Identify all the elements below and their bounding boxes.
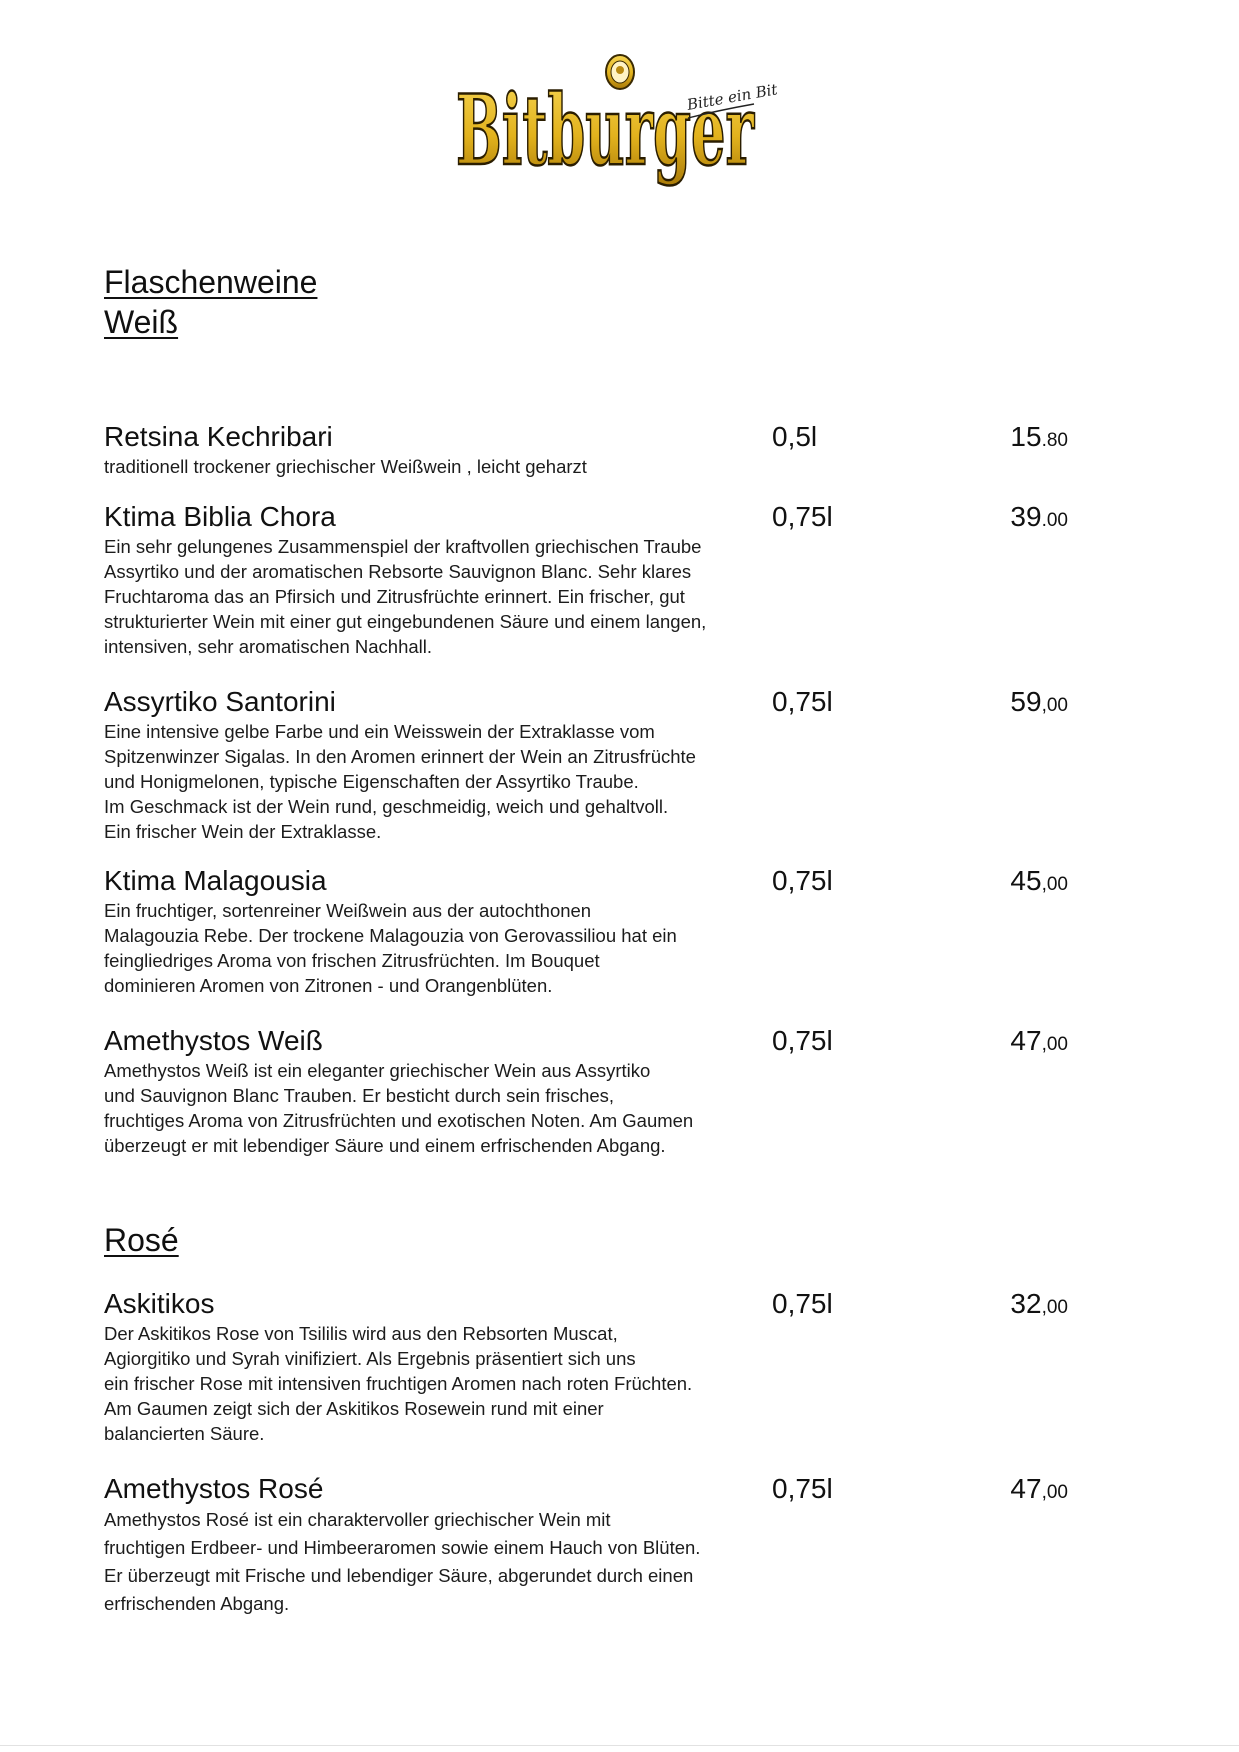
wine-price: 47,00 [1010, 1025, 1068, 1056]
wine-name: Ktima Malagousia [104, 865, 327, 896]
wine-name: Assyrtiko Santorini [104, 686, 336, 717]
wine-description: Der Askitikos Rose von Tsililis wird aus den Rebsorten Muscat, Agiorgitiko und Syrah vinifiziert. Als Ergebnis präsentiert sich uns ein frischer Rose mit intensiven fruchtigen Aromen nach roten Früchten. Am Gaumen zeigt sich der Askitikos Rosewein rund mit einer balancierten Säure. [104, 1323, 693, 1444]
wine-price: 39.00 [1010, 501, 1068, 532]
bitburger-logo-graphic [452, 52, 792, 202]
wine-volume: 0,75l [772, 501, 833, 532]
wine-name: Amethystos Weiß [104, 1025, 323, 1056]
wine-name: Askitikos [104, 1288, 215, 1319]
bitburger-logo [452, 52, 792, 202]
wine-volume: 0,75l [772, 865, 833, 896]
wine-item-amethystos-weiss [104, 1024, 1104, 1158]
section-heading-flaschenweine: Flaschenweine [104, 264, 318, 300]
wine-description: Ein fruchtiger, sortenreiner Weißwein aus der autochthonen Malagouzia Rebe. Der trockene Malagouzia von Gerovassiliou hat ein feingliedriges Aroma von frischen Zitrusfrüchten. Im Bouquet dominieren Aromen von Zitronen - und Orangenblüten. [104, 900, 677, 996]
wine-item-assyrtiko-santorini [104, 685, 1104, 844]
section-heading-weiss: Weiß [104, 304, 179, 340]
wine-volume: 0,75l [772, 1025, 833, 1056]
wine-item-ktima-biblia-chora [104, 500, 1104, 659]
wine-item-amethystos-rose [104, 1472, 1104, 1618]
wine-name: Ktima Biblia Chora [104, 501, 336, 532]
wine-volume: 0,75l [772, 686, 833, 717]
logo-slogan: Bitte ein Bit [685, 80, 779, 114]
wine-price: 47,00 [1010, 1473, 1068, 1504]
wine-description: traditionell trockener griechischer Weißwein , leicht geharzt [104, 456, 587, 477]
wine-description: Ein sehr gelungenes Zusammenspiel der kraftvollen griechischen Traube Assyrtiko und der aromatischen Rebsorte Sauvignon Blanc. Sehr klares Fruchtaroma das an Pfirsich und Zitrusfrüchte erinnert. Ein frischer, gut strukturierter Wein mit einer gut eingebundenen Säure und einem langen, intensiven, sehr aromatischen Nachhall. [104, 536, 707, 657]
wine-name: Amethystos Rosé [104, 1473, 324, 1504]
logo-brand-text: Bitburger [456, 74, 755, 187]
wine-price: 15.80 [1010, 421, 1068, 452]
wine-name: Retsina Kechribari [104, 421, 333, 452]
page-edge-divider [0, 1745, 1239, 1746]
wine-volume: 0,5l [772, 421, 818, 452]
wine-item-retsina-kechribari [104, 420, 1104, 479]
wine-volume: 0,75l [772, 1288, 833, 1319]
wine-volume: 0,75l [772, 1473, 833, 1504]
wine-item-askitikos [104, 1287, 1104, 1446]
wine-description: Amethystos Weiß ist ein eleganter griechischer Wein aus Assyrtiko und Sauvignon Blanc Trauben. Er besticht durch sein frisches, fruchtiges Aroma von Zitrusfrüchten und exotischen Noten. Am Gaumen überzeugt er mit lebendiger Säure und einem erfrischenden Abgang. [104, 1060, 694, 1156]
wine-description: Eine intensive gelbe Farbe und ein Weisswein der Extraklasse vom Spitzenwinzer Sigalas. In den Aromen erinnert der Wein an Zitrusfrüchte und Honigmelonen, typische Eigenschaften der Assyrtiko Traube. Im Geschmack ist der Wein rund, geschmeidig, weich und gehaltvoll. Ein frischer Wein der Extraklasse. [104, 721, 696, 842]
wine-item-ktima-malagousia [104, 864, 1104, 998]
wine-price: 45,00 [1010, 865, 1068, 896]
wine-price: 32,00 [1010, 1288, 1068, 1319]
wine-price: 59,00 [1010, 686, 1068, 717]
section-heading-rose: Rosé [104, 1222, 179, 1258]
wine-description: Amethystos Rosé ist ein charaktervoller griechischer Wein mit fruchtigen Erdbeer- und Himbeeraromen sowie einem Hauch von Blüten. Er überzeugt mit Frische und lebendiger Säure, abgerundet durch einen erfrischenden Abgang. [104, 1509, 701, 1614]
